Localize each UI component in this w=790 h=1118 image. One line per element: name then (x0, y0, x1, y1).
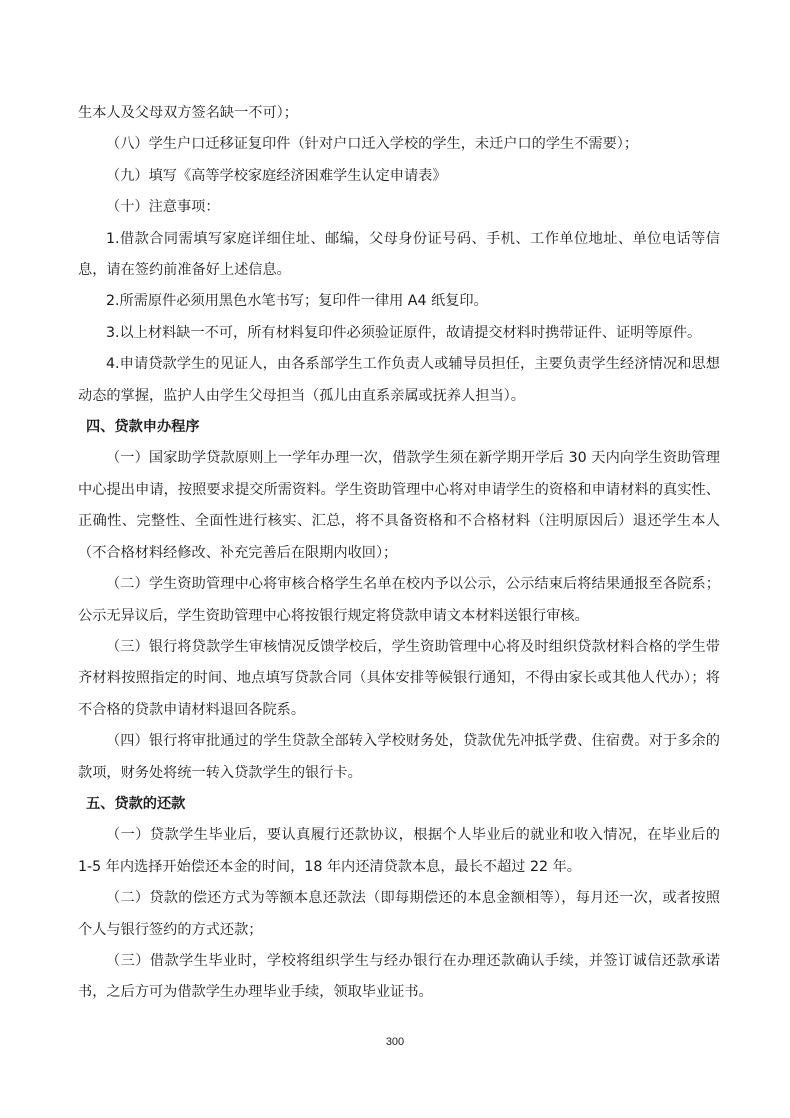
section4-paragraph-3: （三）银行将贷款学生审核情况反馈学校后，学生资助管理中心将及时组织贷款材料合格的学生带齐材料按照指定的时间、地点填写贷款合同（具体安排等候银行通知，不得由家长或其他人代办）；将不合格的贷款申请材料退回各院系。 (78, 638, 720, 718)
section5-paragraph-3: （三）借款学生毕业时，学校将组织学生与经办银行在办理还款确认手续，并签订诚信还款承诺书，之后方可为借款学生办理毕业手续，领取毕业证书。 (78, 952, 720, 1001)
document-body (78, 98, 720, 1009)
note-4: 4.申请贷款学生的见证人，由各系部学生工作负责人或辅导员担任，主要负责学生经济情况和思想动态的掌握，监护人由学生父母担当（孤儿由直系亲属或抚养人担当）。 (78, 356, 720, 404)
section-heading-4: 四、贷款申办程序 (86, 419, 200, 436)
item-nine: （九）填写《高等学校家庭经济困难学生认定申请表》 (106, 167, 447, 184)
page-number: 300 (385, 1036, 405, 1048)
section5-paragraph-2: （二）贷款的偿还方式为等额本息还款法（即每期偿还的本息金额相等），每月还一次，或者按照个人与银行签约的方式还款； (78, 890, 720, 938)
section-heading-5: 五、贷款的还款 (86, 795, 186, 812)
item-ten: （十）注意事项： (106, 199, 220, 216)
note-2: 2.所需原件必须用黑色水笔书写；复印件一律用 A4 纸复印。 (106, 293, 488, 310)
section4-paragraph-1: （一）国家助学贷款原则上一学年办理一次，借款学生须在新学期开学后 30 天内向学生资助管理中心提出申请，按照要求提交所需资料。学生资助管理中心将对申请学生的资格和申请材料的真实性、正确性、完整性、全面性进行核实、汇总，将不具备资格和不合格材料（注明原因后）退还学生本人（不合格材料经修改、补充完善后在限期内收回）； (78, 450, 720, 561)
section4-paragraph-4: （四）银行将审批通过的学生贷款全部转入学校财务处，贷款优先冲抵学费、住宿费。对于多余的款项，财务处将统一转入贷款学生的银行卡。 (78, 733, 720, 781)
item-eight: （八）学生户口迁移证复印件（针对户口迁入学校的学生，未迁户口的学生不需要）； (106, 136, 639, 153)
paragraph-continuation: 生本人及父母双方签名缺一不可）； (78, 105, 298, 121)
note-3: 3.以上材料缺一不可，所有材料复印件必须验证原件，故请提交材料时携带证件、证明等原件。 (106, 324, 702, 341)
section4-paragraph-2: （二）学生资助管理中心将审核合格学生名单在校内予以公示，公示结束后将结果通报至各院系；公示无异议后，学生资助管理中心将按银行规定将贷款申请文本材料送银行审核。 (78, 576, 720, 624)
note-1: 1.借款合同需填写家庭详细住址、邮编，父母身份证号码、手机、工作单位地址、单位电话等信息，请在签约前准备好上述信息。 (78, 230, 720, 279)
section5-paragraph-1: （一）贷款学生毕业后，要认真履行还款协议，根据个人毕业后的就业和收入情况，在毕业后的 1-5 年内选择开始偿还本金的时间，18 年内还清贷款本息，最长不超过 22 年。 (78, 827, 720, 875)
